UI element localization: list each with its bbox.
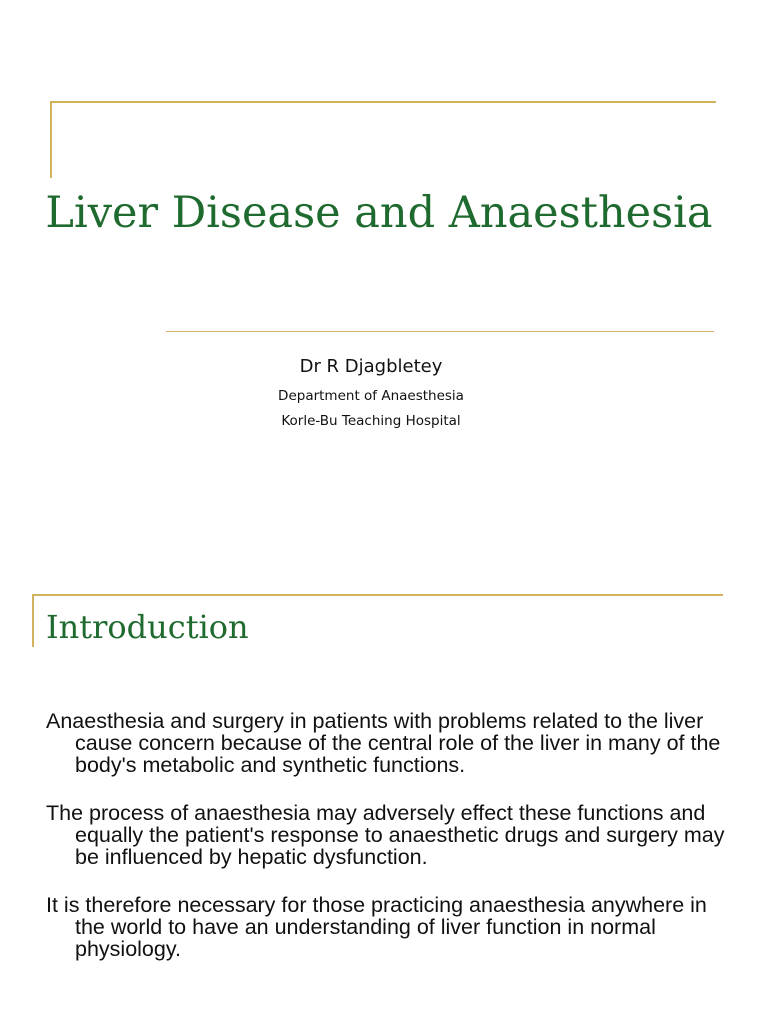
- introduction-slide: [0, 560, 768, 1024]
- title-corner-rule-horizontal: [50, 101, 716, 103]
- author-department: Department of Anaesthesia: [278, 388, 464, 404]
- intro-paragraph: It is therefore necessary for those practicing anaesthesia anywhere in the world to have an understanding of liver function in normal physiology.: [46, 893, 707, 961]
- intro-corner-rule-vertical: [32, 594, 34, 647]
- intro-paragraph-list: [46, 710, 736, 986]
- presentation-title: Liver Disease and Anaesthesia: [45, 188, 713, 238]
- title-divider-rule: [166, 331, 714, 332]
- intro-paragraph: Anaesthesia and surgery in patients with problems related to the liver cause concern because of the central role of the liver in many of the body's metabolic and synthetic functions.: [46, 709, 721, 777]
- author-name: Dr R Djagbletey: [299, 356, 443, 377]
- intro-corner-rule-horizontal: [32, 594, 723, 596]
- title-corner-rule-vertical: [50, 101, 52, 178]
- slide-heading: Introduction: [46, 608, 249, 646]
- intro-paragraph: The process of anaesthesia may adversely effect these functions and equally the patient's response to anaesthetic drugs and surgery may be influenced by hepatic dysfunction.: [46, 801, 725, 869]
- author-hospital: Korle-Bu Teaching Hospital: [281, 413, 461, 429]
